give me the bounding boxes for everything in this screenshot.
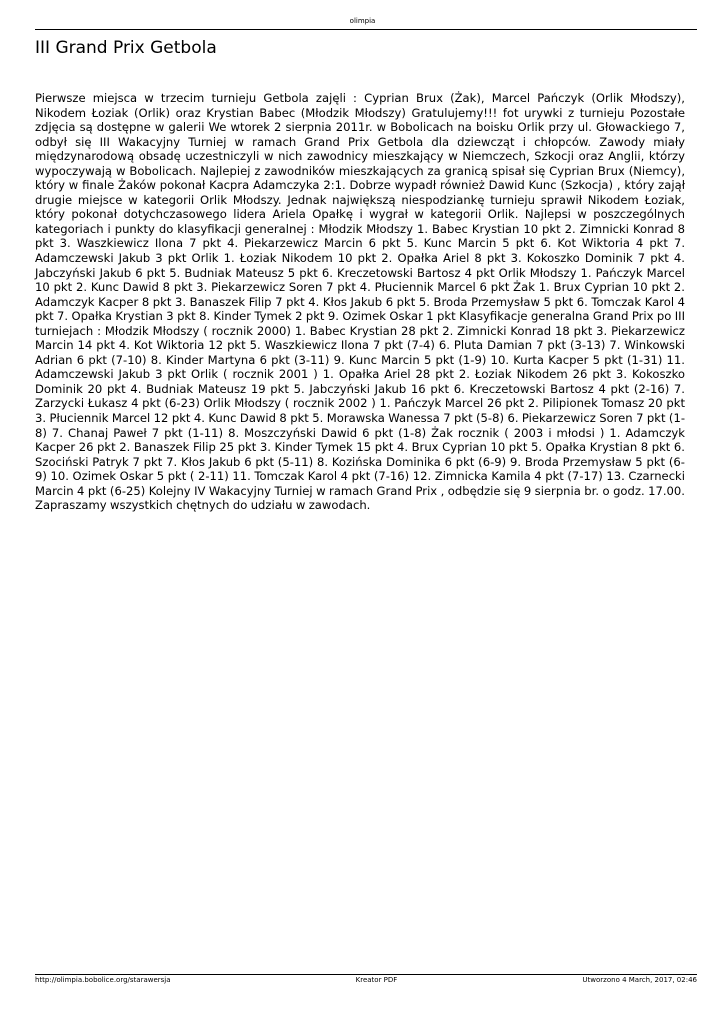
article-body: Pierwsze miejsca w trzecim turnieju Getbola zajęli : Cyprian Brux (Żak), Marcel Pańczyk (Orlik Młodszy), Nikodem Łoziak (Orlik) oraz Krystian Babec (Młodzik Młodszy) Gratulujemy!!! fot urywki z turnieju Pozostałe zdjęcia są dostępne w galerii We wtorek 2 sierpnia 2011r. w Bobolicach na boisku Orlik przy ul. Głowackiego 7, odbył się III Wakacyjny Turniej w ramach Grand Prix Getbola dla dziewcząt i chłopców. Zawody miały międzynarodową obsadę uczestniczyli w nich zawodnicy mieszkający w Niemczech, Szkocji oraz Anglii, którzy wypoczywają w Bobolicach. Najlepiej z zawodników mieszkających za granicą spisał się Cyprian Brux (Niemcy), który w finale Żaków pokonał Kacpra Adamczyka 2:1. Dobrze wypadł również Dawid Kunc (Szkocja) , który zajął drugie miejsce w kategorii Orlik Młodszy. Jednak największą niespodziankę turnieju sprawił Nikodem Łoziak, który pokonał dotychczasowego lidera Ariela Opałkę i wygrał w kategorii Orlik. Najlepsi w poszczególnych kategoriach i punkty do klasyfikacji generalnej : Młodzik Młodszy 1. Babec Krystian 10 pkt 2. Zimnicki Konrad 8 pkt 3. Waszkiewicz Ilona 7 pkt 4. Piekarzewicz Marcin 6 pkt 5. Kunc Marcin 5 pkt 6. Kot Wiktoria 4 pkt 7. Adamczewski Jakub 3 pkt Orlik 1. Łoziak Nikodem 10 pkt 2. Opałka Ariel 8 pkt 3. Kokoszko Dominik 7 pkt 4. Jabczyński Jakub 6 pkt 5. Budniak Mateusz 5 pkt 6. Kreczetowski Bartosz 4 pkt Orlik Młodszy 1. Pańczyk Marcel 10 pkt 2. Kunc Dawid 8 pkt 3. Piekarzewicz Soren 7 pkt 4. Płuciennik Marcel 6 pkt Żak 1. Brux Cyprian 10 pkt 2. Adamczyk Kacper 8 pkt 3. Banaszek Filip 7 pkt 4. Kłos Jakub 6 pkt 5. Broda Przemysław 5 pkt 6. Tomczak Karol 4 pkt 7. Opałka Krystian 3 pkt 8. Kinder Tymek 2 pkt 9. Ozimek Oskar 1 pkt Klasyfikacje generalna Grand Prix po III turniejach : Młodzik Młodszy ( rocznik 2000) 1. Babec Krystian 28 pkt 2. Zimnicki Konrad 18 pkt 3. Piekarzewicz Marcin 14 pkt 4. Kot Wiktoria 12 pkt 5. Waszkiewicz Ilona 7 pkt (7-4) 6. Pluta Damian 7 pkt (3-13) 7. Winkowski Adrian 6 pkt (7-10) 8. Kinder Martyna 6 pkt (3-11) 9. Kunc Marcin 5 pkt (1-9) 10. Kurta Kacper 5 pkt (1-31) 11. Adamczewski Jakub 3 pkt Orlik ( rocznik 2001 ) 1. Opałka Ariel 28 pkt 2. Łoziak Nikodem 26 pkt 3. Kokoszko Dominik 20 pkt 4. Budniak Mateusz 19 pkt 5. Jabczyński Jakub 16 pkt 6. Kreczetowski Bartosz 4 pkt (2-16) 7. Zarzycki Łukasz 4 pkt (6-23) Orlik Młodszy ( rocznik 2002 ) 1. Pańczyk Marcel 26 pkt 2. Pilipionek Tomasz 20 pkt 3. Płuciennik Marcel 12 pkt 4. Kunc Dawid 8 pkt 5. Morawska Wanessa 7 pkt (5-8) 6. Piekarzewicz Soren 7 pkt (1-8) 7. Chanaj Paweł 7 pkt (1-11) 8. Moszczyński Dawid 6 pkt (1-8) Żak rocznik ( 2003 i młodsi ) 1. Adamczyk Kacper 26 pkt 2. Banaszek Filip 25 pkt 3. Kinder Tymek 15 pkt 4. Brux Cyprian 10 pkt 5. Opałka Krystian 8 pkt 6. Szociński Patryk 7 pkt 7. Kłos Jakub 6 pkt (5-11) 8. Kozińska Dominika 6 pkt (6-9) 9. Broda Przemysław 5 pkt (6-9) 10. Ozimek Oskar 5 pkt ( 2-11) 11. Tomczak Karol 4 pkt (7-16) 12. Zimnicka Kamila 4 pkt (7-17) 13. Czarnecki Marcin 4 pkt (6-25) Kolejny IV Wakacyjny Turniej w ramach Grand Prix , odbędzie się 9 sierpnia br. o godz. 17.00. Zapraszamy wszystkich chętnych do udziału w zawodach.: [35, 91, 685, 513]
footer-divider: [35, 974, 697, 975]
footer-created-date: Utworzono 4 March, 2017, 02:46: [582, 976, 697, 984]
header-site-name: olimpia: [349, 17, 376, 25]
footer: [35, 976, 697, 984]
header-divider: [35, 29, 697, 30]
page-title: III Grand Prix Getbola: [35, 38, 217, 58]
footer-generator: Kreator PDF: [355, 976, 398, 984]
footer-url[interactable]: http://olimpia.bobolice.org/starawersja: [35, 976, 171, 984]
